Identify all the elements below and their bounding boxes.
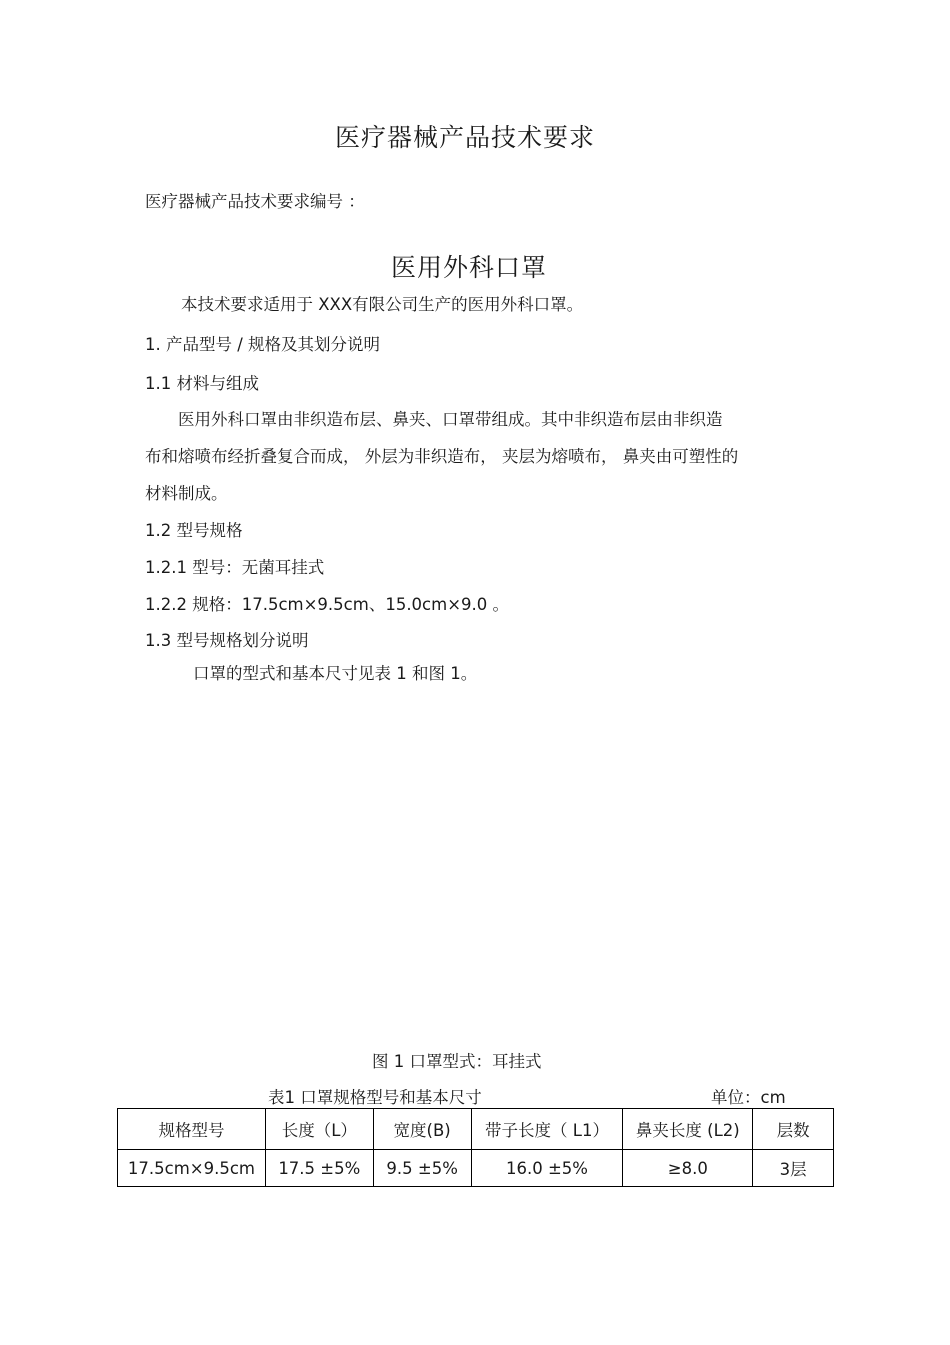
table-header-cell: 鼻夹长度 (L2): [623, 1109, 753, 1150]
section-1-2-heading: 1.2 型号规格: [145, 521, 243, 540]
section-1-2-2-spec: 1.2.2 规格：17.5cm×9.5cm、15.0cm×9.0 。: [145, 595, 510, 614]
table-unit: 单位：cm: [711, 1088, 786, 1107]
table-header-cell: 宽度(B): [373, 1109, 471, 1150]
section-1-2-1-model: 1.2.1 型号：无菌耳挂式: [145, 558, 325, 577]
table-header-cell: 层数: [753, 1109, 834, 1150]
table-cell: 17.5cm×9.5cm: [118, 1150, 266, 1187]
section-1-1-paragraph-line1: 医用外科口罩由非织造布层、鼻夹、口罩带组成。其中非织造布层由非织造: [178, 410, 723, 429]
table-header-cell: 长度（L）: [265, 1109, 373, 1150]
intro-paragraph: 本技术要求适用于 XXX有限公司生产的医用外科口罩。: [181, 295, 584, 314]
section-1-3-paragraph: 口罩的型式和基本尺寸见表 1 和图 1。: [193, 664, 478, 683]
section-1-1-paragraph-line2: 布和熔喷布经折叠复合而成， 外层为非织造布， 夹层为熔喷布， 鼻夹由可塑性的: [145, 447, 739, 466]
table-header-cell: 带子长度（ L1）: [471, 1109, 623, 1150]
section-1-heading: 1. 产品型号 / 规格及其划分说明: [145, 335, 381, 354]
table-cell: 17.5 ±5%: [265, 1150, 373, 1187]
table-cell: ≥8.0: [623, 1150, 753, 1187]
table-cell: 9.5 ±5%: [373, 1150, 471, 1187]
table-cell: 16.0 ±5%: [471, 1150, 623, 1187]
code-line: 医疗器械产品技术要求编号 ：: [145, 192, 365, 211]
spec-table: [117, 1108, 834, 1187]
section-1-1-paragraph-line3: 材料制成。: [145, 484, 228, 503]
table-header-row: [118, 1109, 834, 1150]
figure-caption: 图 1 口罩型式：耳挂式: [372, 1052, 542, 1071]
table-row: [118, 1150, 834, 1187]
table-cell: 3层: [753, 1150, 834, 1187]
section-1-1-heading: 1.1 材料与组成: [145, 374, 259, 393]
document-title: 医疗器械产品技术要求: [334, 123, 595, 152]
table-header-cell: 规格型号: [118, 1109, 266, 1150]
product-name: 医用外科口罩: [390, 253, 547, 282]
table-caption: 表1 口罩规格型号和基本尺寸: [268, 1088, 482, 1107]
section-1-3-heading: 1.3 型号规格划分说明: [145, 631, 309, 650]
